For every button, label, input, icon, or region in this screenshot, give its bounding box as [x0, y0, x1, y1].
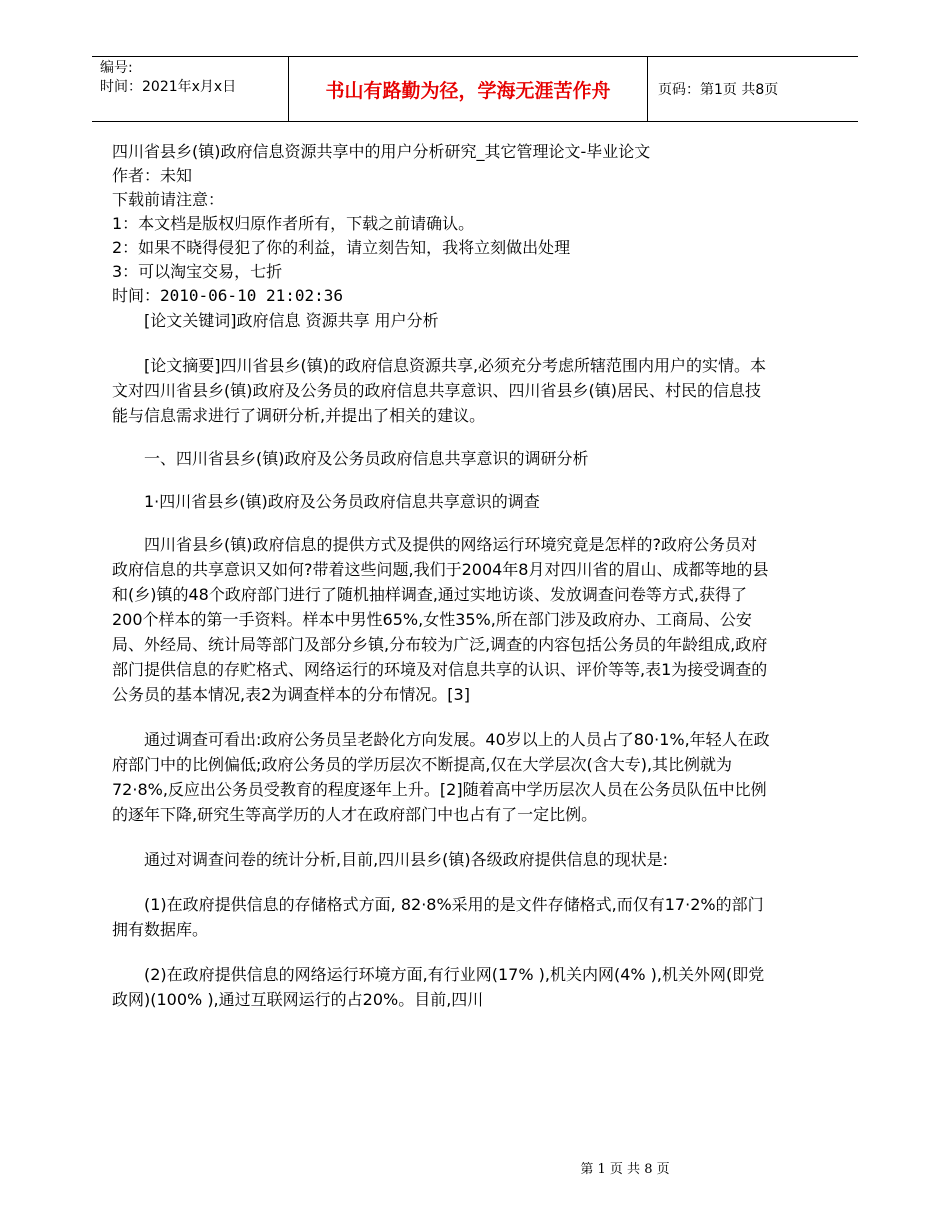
- section-heading-1: 一、四川省县乡(镇)政府及公务员政府信息共享意识的调研分析: [144, 449, 589, 468]
- doc-time: 时间：2010-06-10 21:02:36: [112, 286, 344, 305]
- header-meta: [100, 59, 236, 97]
- document-body: [112, 140, 772, 1012]
- header-time-label: 时间：2021年x月x日: [100, 79, 237, 95]
- doc-abstract: [论文摘要]四川省县乡(镇)的政府信息资源共享,必须充分考虑所辖范围内用户的实情。本文对四川省县乡(镇)政府及公务员的政府信息共享意识、四川省县乡(镇)居民、村民的信息技能与信息需求进行了调研分析,并提出了相关的建议。: [112, 356, 767, 425]
- doc-author: 作者：未知: [112, 166, 193, 185]
- body-paragraph-4: (1)在政府提供信息的存储格式方面, 82·8%采用的是文件存储格式,而仅有17·2%的部门拥有数据库。: [112, 895, 764, 939]
- notice-item-2: 2：如果不晓得侵犯了你的利益，请立刻告知，我将立刻做出处理: [112, 238, 571, 257]
- doc-title: 四川省县乡(镇)政府信息资源共享中的用户分析研究_其它管理论文-毕业论文: [112, 142, 651, 161]
- notice-item-3: 3：可以淘宝交易，七折: [112, 262, 283, 281]
- body-paragraph-2: 通过调查可看出:政府公务员呈老龄化方向发展。40岁以上的人员占了80·1%,年轻人在政府部门中的比例偏低;政府公务员的学历层次不断提高,仅在大学层次(含大专),其比例就为72·8%,反应出公务员受教育的程度逐年上升。[2]随着高中学历层次人员在公务员队伍中比例的逐年下降,研究生等高学历的人才在政府部门中也占有了一定比例。: [112, 730, 770, 824]
- doc-keywords: [论文关键词]政府信息 资源共享 用户分析: [144, 311, 439, 330]
- notice-heading: 下载前请注意：: [112, 190, 225, 209]
- subsection-heading-1: 1·四川省县乡(镇)政府及公务员政府信息共享意识的调查: [144, 492, 540, 511]
- header-page-info: 页码：第1页 共8页: [658, 82, 779, 98]
- header-motto: 书山有路勤为径，学海无涯苦作舟: [288, 57, 648, 121]
- notice-item-1: 1：本文档是版权归原作者所有，下载之前请确认。: [112, 214, 475, 233]
- body-paragraph-1: 四川省县乡(镇)政府信息的提供方式及提供的网络运行环境究竟是怎样的?政府公务员对政府信息的共享意识又如何?带着这些问题,我们于2004年8月对四川省的眉山、成都等地的县和(乡)镇的48个政府部门进行了随机抽样调查,通过实地访谈、发放调查问卷等方式,获得了200个样本的第一手资料。样本中男性65%,女性35%,所在部门涉及政府办、工商局、公安局、外经局、统计局等部门及部分乡镇,分布较为广泛,调查的内容包括公务员的年龄组成,政府部门提供信息的存贮格式、网络运行的环境及对信息共享的认识、评价等等,表1为接受调查的公务员的基本情况,表2为调查样本的分布情况。[3]: [112, 535, 769, 704]
- body-paragraph-3: 通过对调查问卷的统计分析,目前,四川县乡(镇)各级政府提供信息的现状是:: [144, 850, 669, 869]
- header-number-label: 编号:: [100, 60, 133, 76]
- page-header: [92, 56, 858, 122]
- body-paragraph-5: (2)在政府提供信息的网络运行环境方面,有行业网(17% ),机关内网(4% ),机关外网(即党政网)(100% ),通过互联网运行的占20%。目前,四川: [112, 965, 765, 1009]
- page-footer: 第 1 页 共 8 页: [580, 1162, 670, 1177]
